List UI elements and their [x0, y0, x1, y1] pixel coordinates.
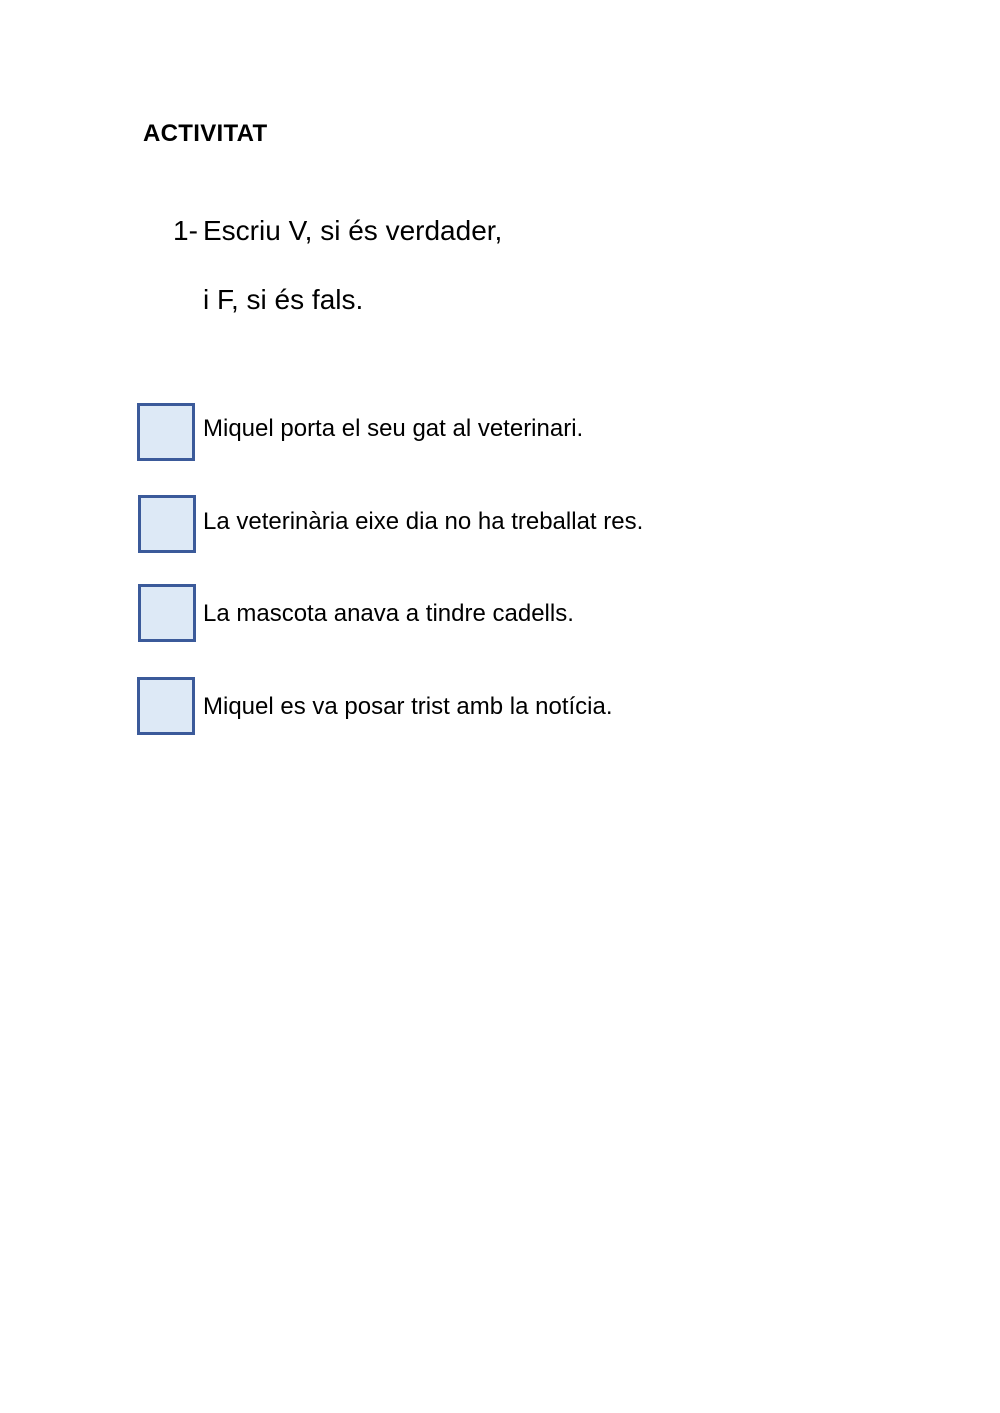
- page-title: ACTIVITAT: [143, 120, 268, 147]
- statement-text: Miquel porta el seu gat al veterinari.: [203, 415, 584, 442]
- question-instruction-line-1: Escriu V, si és verdader,: [203, 215, 503, 246]
- statement-text: La mascota anava a tindre cadells.: [203, 600, 574, 627]
- question-instruction-line-2: i F, si és fals.: [203, 284, 364, 315]
- question-number: 1-: [173, 215, 198, 246]
- answer-box-3[interactable]: [138, 584, 196, 642]
- statement-text: Miquel es va posar trist amb la notícia.: [203, 693, 613, 720]
- answer-box-1[interactable]: [137, 403, 195, 461]
- answer-box-4[interactable]: [137, 677, 195, 735]
- answer-box-2[interactable]: [138, 495, 196, 553]
- statement-text: La veterinària eixe dia no ha treballat res.: [203, 508, 644, 535]
